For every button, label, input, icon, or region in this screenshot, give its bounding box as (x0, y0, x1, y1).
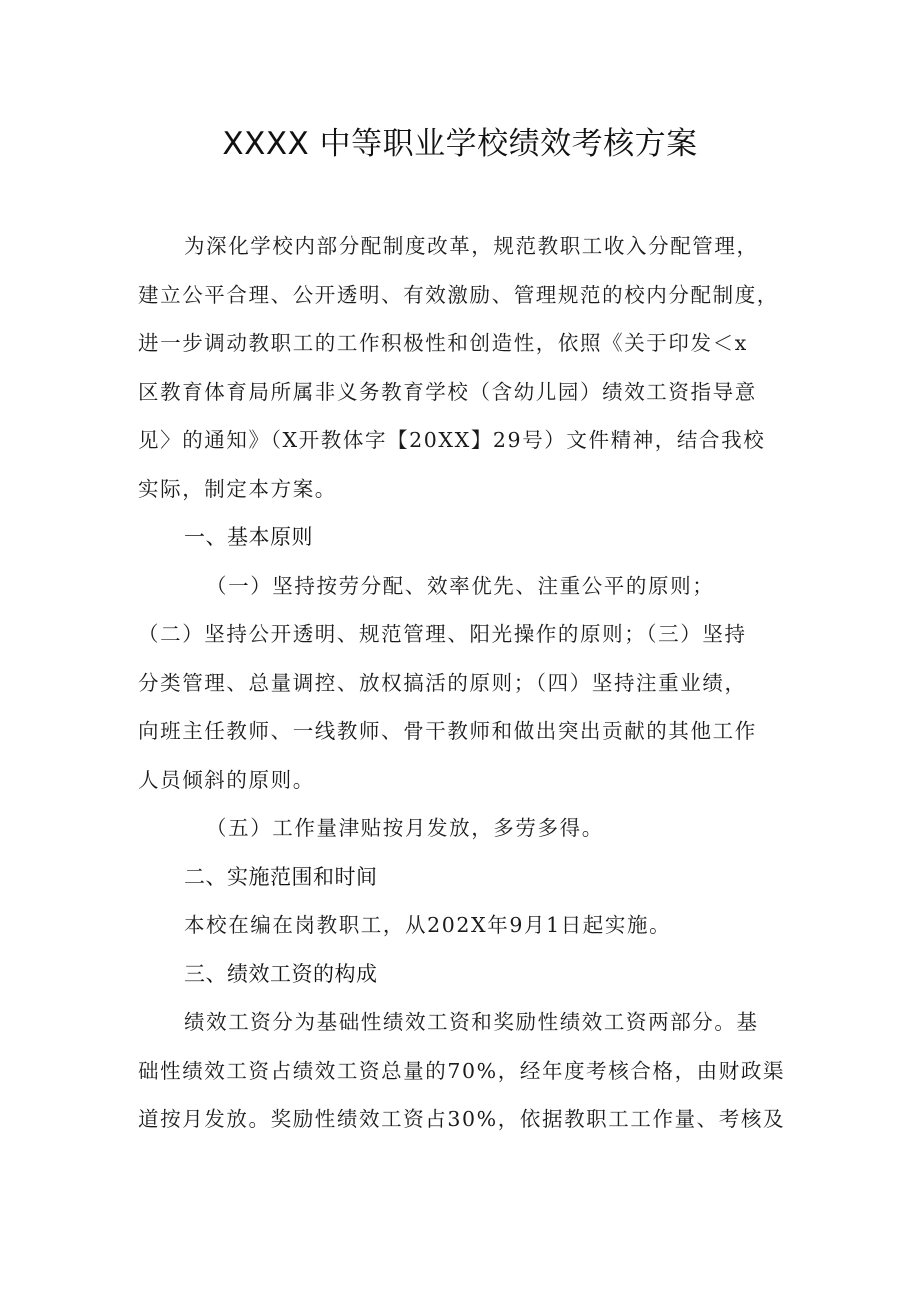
intro-line: 见〉的通知》（X开教体字【20XX】29号）文件精神，结合我校 (138, 428, 766, 452)
principles-line: 人员倾斜的原则。 (138, 767, 315, 792)
document-body (138, 222, 790, 1144)
section-heading-composition: 三、绩效工资的构成 (184, 961, 378, 986)
document-title: XXXX 中等职业学校绩效考核方案 (222, 126, 698, 162)
principles-line: （一）坚持按劳分配、效率优先、注重公平的原则； (206, 573, 715, 598)
composition-line: 础性绩效工资占绩效工资总量的70%，经年度考核合格，由财政渠 (138, 1058, 786, 1083)
principles-line: （二）坚持公开透明、规范管理、阳光操作的原则；（三）坚持 (138, 622, 747, 646)
intro-line: 实际，制定本方案。 (138, 476, 337, 501)
principles-paragraph (138, 562, 790, 805)
intro-line: 为深化学校内部分配制度改革，规范教职工收入分配管理， (184, 234, 759, 258)
principles-item-5 (138, 804, 790, 853)
scope-text: 本校在编在岗教职工，从202X年9月1日起实施。 (184, 913, 672, 937)
composition-line: 道按月发放。奖励性绩效工资占30%，依据教职工工作量、考核及 (138, 1107, 786, 1131)
principles-item-5-text: （五）工作量津贴按月发放，多劳多得。 (206, 816, 604, 840)
section-heading-principles: 一、基本原则 (184, 525, 313, 549)
section-heading-scope: 二、实施范围和时间 (184, 864, 378, 889)
scope-paragraph (138, 901, 790, 950)
composition-line: 绩效工资分为基础性绩效工资和奖励性绩效工资两部分。基 (184, 1010, 759, 1034)
intro-line: 进一步调动教职工的工作积极性和创造性，依照《关于印发＜x (138, 331, 748, 355)
intro-line: 区教育体育局所属非义务教育学校（含幼儿园）绩效工资指导意 (138, 379, 757, 404)
principles-line: 分类管理、总量调控、放权搞活的原则；（四）坚持注重业绩， (138, 670, 747, 695)
intro-line: 建立公平合理、公开透明、有效激励、管理规范的校内分配制度， (138, 282, 779, 307)
composition-paragraph (138, 998, 790, 1144)
principles-line: 向班主任教师、一线教师、骨干教师和做出突出贡献的其他工作 (138, 719, 757, 743)
intro-paragraph (138, 222, 790, 513)
